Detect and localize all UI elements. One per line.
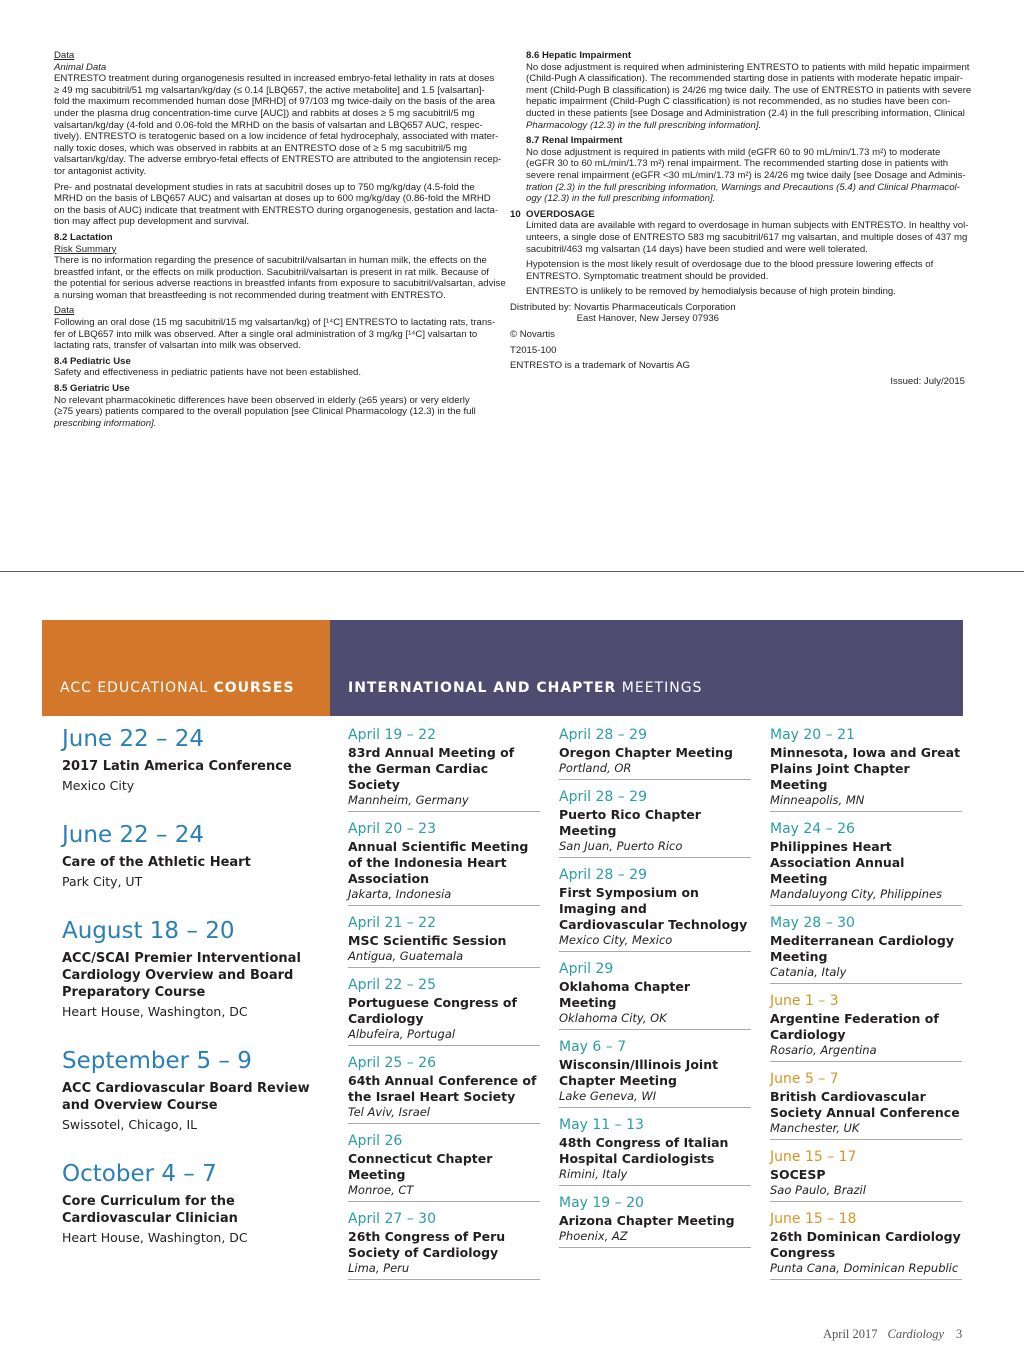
meeting-location: Antigua, Guatemala [348, 949, 464, 963]
pi-line [54, 340, 494, 352]
meeting-date: April 28 – 29 [559, 727, 647, 743]
pi-line [54, 356, 494, 368]
pi-line-text: Following an oral dose (15 mg sacubitril/15 mg valsartan/kg) of [¹⁴C] ENTRESTO to lactating rats, trans- [54, 317, 496, 329]
meeting-location: Sao Paulo, Brazil [770, 1183, 866, 1197]
pi-line [54, 329, 494, 341]
meeting-item [770, 914, 962, 984]
meeting-name: British Cardiovascular Society Annual Conference [770, 1089, 960, 1120]
pi-line [54, 85, 494, 97]
pi-line-text: ≥ 49 mg sacubitril/51 mg valsartan/kg/day (≤ 0.14 [LBQ657, the active metabolite] and 1.5 [valsartan]- [54, 84, 485, 96]
pi-line [54, 290, 494, 302]
pi-line-text: nally toxic doses, which was observed in rabbits at an ENTRESTO dose of ≥ 5 mg sacubitril/5 mg [54, 142, 468, 154]
meeting-name: 26th Dominican Cardiology Congress [770, 1229, 961, 1260]
meeting-item [770, 1210, 962, 1280]
meeting-date: June 15 – 18 [770, 1211, 857, 1227]
meeting-name: Wisconsin/Illinois Joint Chapter Meeting [559, 1057, 719, 1088]
meeting-location: Catania, Italy [770, 965, 847, 979]
meeting-item [770, 1070, 962, 1140]
meeting-name: Arizona Chapter Meeting [559, 1213, 735, 1228]
pi-line-text: (eGFR 30 to 60 mL/min/1.73 m²) renal impairment. The recommended starting dose in patients with [526, 158, 949, 170]
pi-line-text: the potential for serious adverse reactions in breastfed infants from exposure to sacubitril/valsartan, advise [54, 278, 506, 290]
meeting-name: Portuguese Congress of Cardiology [348, 995, 517, 1026]
meeting-item [770, 726, 962, 812]
meeting-date: April 22 – 25 [348, 977, 436, 993]
courses-header-title: ACC EDUCATIONAL COURSES [60, 680, 295, 696]
meeting-item [559, 1194, 751, 1248]
pi-line-text: ENTRESTO is a trademark of Novartis AG [510, 360, 691, 372]
pi-line [510, 73, 965, 85]
section-number: 10 [510, 208, 521, 220]
pi-line-text: No dose adjustment is required when administering ENTRESTO to patients with mild hepatic impairment [526, 61, 970, 73]
pi-line-text: hepatic impairment (Child-Pugh C classification) is not recommended, as no studies have been con- [526, 96, 951, 108]
course-name: ACC/SCAI Premier Interventional Cardiology Overview and Board Preparatory Course [62, 951, 301, 1000]
meeting-item [559, 960, 751, 1030]
meeting-date: April 28 – 29 [559, 867, 647, 883]
meeting-location: Mandaluyong City, Philippines [770, 887, 943, 901]
pi-line-text: ogy (12.3) in the full prescribing information]. [526, 193, 716, 205]
pi-line [510, 286, 965, 298]
course-item [42, 916, 330, 1020]
pi-line [54, 131, 499, 143]
pi-line-text: MRHD on the basis of LBQ657 AUC) and valsartan at doses up to 600 mg/kg/day (0.86-fold the MRHD [54, 193, 491, 205]
course-location: Mexico City [62, 778, 135, 793]
course-item [42, 724, 330, 794]
pi-line-text: ENTRESTO treatment during organogenesis resulted in increased embryo-fetal lethality in rats at doses [54, 73, 495, 85]
meeting-item [348, 914, 540, 968]
course-name: Care of the Athletic Heart [62, 855, 251, 870]
pi-line [510, 376, 965, 388]
pi-line-text: ENTRESTO is unlikely to be removed by hemodialysis because of high protein binding. [526, 286, 896, 298]
pi-line [54, 204, 499, 217]
page-number: 3 [956, 1327, 963, 1341]
pi-line [510, 50, 965, 62]
pi-line-text: Pre- and postnatal development studies in rats at sacubitril doses up to 750 mg/kg/day (4.5-fold the [54, 181, 475, 193]
meeting-name: SOCESP [770, 1167, 826, 1182]
meeting-name: 83rd Annual Meeting of the German Cardiac Society [348, 745, 515, 792]
pi-line-text: a nursing woman that breastfeeding is not recommended during treatment with ENTRESTO. [54, 289, 446, 301]
meeting-name: Oregon Chapter Meeting [559, 745, 733, 760]
meeting-date: April 25 – 26 [348, 1055, 436, 1071]
meeting-name: First Symposium on Imaging and Cardiovascular Technology [559, 885, 748, 932]
pi-line-text: tively). ENTRESTO is teratogenic based on a low incidence of fetal hydrocephaly, associated with mater- [54, 131, 499, 143]
meeting-item [559, 1038, 751, 1108]
meeting-date: April 29 [559, 961, 614, 977]
pi-line-text: OVERDOSAGE [526, 208, 595, 220]
meeting-item [348, 1210, 540, 1280]
pi-line-text: tion may affect pup development and survival. [54, 216, 250, 228]
pi-line-text: (≥75 years) patients compared to the overall population [see Clinical Pharmacology (12.3) in the full [54, 406, 476, 418]
pi-line [510, 120, 965, 132]
pi-line-text: T2015-100 [510, 344, 557, 356]
meeting-item [348, 1054, 540, 1124]
meeting-item [559, 866, 751, 952]
pi-line [510, 193, 965, 205]
meeting-name: 48th Congress of Italian Hospital Cardiologists [559, 1135, 729, 1166]
pi-line [54, 120, 494, 132]
meeting-location: San Juan, Puerto Rico [559, 839, 683, 853]
pi-line-text: No relevant pharmacokinetic differences have been observed in elderly (≥65 years) or very elderly [54, 394, 470, 406]
prescribing-info-right-column [510, 50, 972, 387]
pi-line [510, 108, 965, 120]
pi-line-text: on the basis of AUC) indicate that treatment with ENTRESTO during organogenesis, gestation and lacta- [54, 204, 499, 216]
pi-line [510, 244, 965, 256]
pi-line-text: ducted in these patients [see Dosage and Administration (2.4) in the full prescribing information, Clinical [526, 107, 965, 119]
pi-line-text: 8.7 Renal Impairment [526, 135, 623, 147]
course-item [42, 1159, 330, 1246]
pi-line [54, 62, 494, 74]
pi-line-text: valsartan/kg/day. The adverse embryo-fetal effects of ENTRESTO are attributed to the angiotensin recep- [54, 154, 502, 166]
pi-line-text: ment (Child-Pugh B classification) is 24/26 mg twice daily. The use of ENTRESTO in patients with severe [526, 84, 972, 96]
pi-line-text: ENTRESTO. Symptomatic treatment should be provided. [526, 270, 769, 282]
meetings-header-band [330, 620, 963, 716]
pi-line [510, 170, 965, 182]
meeting-name: 64th Annual Conference of the Israel Heart Society [348, 1073, 537, 1104]
pi-line [510, 61, 970, 74]
meeting-date: April 27 – 30 [348, 1211, 436, 1227]
meeting-date: June 5 – 7 [770, 1071, 839, 1087]
pi-line-text: Issued: July/2015 [890, 375, 965, 387]
pi-line [54, 50, 494, 62]
pi-line-text: tration (2.3) in the full prescribing information, Warnings and Precautions (5.4) and Clinical Pharmacol- [526, 181, 960, 193]
meeting-date: May 24 – 26 [770, 821, 855, 837]
pi-line [54, 317, 494, 329]
course-date: October 4 – 7 [62, 1161, 217, 1187]
course-item [42, 1046, 330, 1133]
pi-line-text: sacubitril/463 mg valsartan (14 days) have been studied and were well tolerated. [526, 243, 868, 255]
course-location: Park City, UT [62, 874, 143, 889]
meeting-location: Monroe, CT [348, 1183, 414, 1197]
pi-line-text: There is no information regarding the presence of sacubitril/valsartan in human milk, the effects on the [54, 255, 487, 267]
pi-line-text: fold the maximum recommended human dose [MRHD] of 97/103 mg twice-daily on the basis of the area [54, 96, 495, 108]
pi-line-text: unteers, a single dose of ENTRESTO 583 mg sacubitril/617 mg valsartan, and multiple doses of 437 mg [526, 231, 968, 243]
pi-line-text: 8.5 Geriatric Use [54, 383, 130, 395]
pi-line [54, 182, 494, 194]
meeting-item [559, 726, 751, 780]
meeting-item [770, 820, 962, 906]
course-date: August 18 – 20 [62, 918, 235, 944]
pi-line-text: severe renal impairment (eGFR <30 mL/min/1.73 m²) is 24/26 mg twice daily [see Dosage and Adminis- [526, 169, 966, 181]
pi-line [510, 220, 969, 232]
pi-line-text: tor antagonist activity. [54, 165, 147, 177]
meeting-date: May 19 – 20 [559, 1195, 644, 1211]
section-divider [0, 571, 1024, 572]
meeting-name: Oklahoma Chapter Meeting [559, 979, 691, 1010]
pi-line [510, 259, 965, 271]
meeting-item [559, 1116, 751, 1186]
pi-line [510, 345, 965, 357]
meeting-date: May 20 – 21 [770, 727, 855, 743]
meeting-item [348, 726, 540, 812]
pi-line-text: East Hanover, New Jersey 07936 [510, 313, 720, 325]
courses-header-band [42, 620, 330, 716]
pi-line-text: Pharmacology (12.3) in the full prescribing information]. [526, 119, 762, 131]
pi-line-text: No dose adjustment is required in patients with mild (eGFR 60 to 90 mL/min/1.73 m²) to moderate [526, 146, 941, 158]
pi-line [54, 278, 506, 290]
pi-line [510, 147, 965, 159]
pi-line-text: Data [54, 50, 75, 61]
pi-line [510, 302, 965, 314]
meeting-name: Mediterranean Cardiology Meeting [770, 933, 954, 964]
meetings-column-1 [348, 726, 540, 1280]
footer-issue: April 2017 [823, 1327, 878, 1341]
meeting-date: April 28 – 29 [559, 789, 647, 805]
course-name: ACC Cardiovascular Board Review and Overview Course [62, 1081, 310, 1113]
meetings-column-3 [770, 726, 962, 1280]
meeting-item [559, 788, 751, 858]
pi-line-text: prescribing information]. [54, 417, 157, 429]
pi-line [510, 231, 968, 244]
meeting-location: Albufeira, Portugal [348, 1027, 456, 1041]
pi-line [510, 84, 972, 97]
meeting-location: Phoenix, AZ [559, 1229, 628, 1243]
pi-line-text: Safety and effectiveness in pediatric patients have not been established. [54, 367, 362, 379]
pi-line [54, 216, 494, 228]
pi-line [54, 73, 494, 85]
course-date: June 22 – 24 [62, 822, 205, 848]
meeting-name: Connecticut Chapter Meeting [348, 1151, 493, 1182]
meeting-location: Minneapolis, MN [770, 793, 865, 807]
prescribing-info-left-column [54, 50, 506, 429]
pi-line-text: Animal Data [54, 61, 107, 73]
meeting-date: June 1 – 3 [770, 993, 839, 1009]
pi-line-text: under the plasma drug concentration-time curve [AUC]) and rabbits at doses ≥ 5 mg sacubitril/5 mg [54, 107, 475, 119]
pi-line [54, 367, 494, 379]
meeting-location: Punta Cana, Dominican Republic [770, 1261, 959, 1275]
pi-line-text: Distributed by: Novartis Pharmaceuticals Corporation [510, 301, 736, 313]
pi-line [54, 406, 494, 418]
course-date: September 5 – 9 [62, 1048, 252, 1074]
meeting-item [770, 992, 962, 1062]
pi-line-text: Limited data are available with regard to overdosage in human subjects with ENTRESTO. In healthy vol- [526, 220, 969, 232]
course-item [42, 820, 330, 890]
pi-line [54, 166, 494, 178]
meeting-location: Jakarta, Indonesia [348, 887, 452, 901]
meetings-column-2 [559, 726, 751, 1248]
pi-line [54, 143, 494, 155]
pi-line [510, 182, 965, 194]
meeting-item [348, 976, 540, 1046]
meeting-date: June 15 – 17 [770, 1149, 857, 1165]
pi-line [510, 313, 965, 325]
footer-magazine: Cardiology [887, 1327, 944, 1341]
pi-line [54, 193, 494, 205]
meeting-location: Portland, OR [559, 761, 632, 775]
meeting-location: Lake Geneva, WI [559, 1089, 657, 1103]
pi-line [510, 360, 965, 372]
pi-line [54, 244, 494, 256]
pi-line-text: Risk Summary [54, 243, 117, 255]
meeting-date: May 28 – 30 [770, 915, 855, 931]
course-location: Heart House, Washington, DC [62, 1230, 248, 1245]
pi-line [54, 232, 494, 244]
pi-line-text: valsartan/kg/day (4-fold and 0.06-fold the MRHD on the basis of valsartan and LBQ657 AUC, respec- [54, 119, 483, 131]
pi-line [54, 267, 494, 279]
meeting-location: Mannheim, Germany [348, 793, 469, 807]
pi-line [54, 255, 494, 267]
page-footer [823, 1327, 962, 1342]
meeting-item [348, 820, 540, 906]
meeting-name: 26th Congress of Peru Society of Cardiology [348, 1229, 506, 1260]
courses-list [42, 724, 330, 1272]
meeting-date: April 19 – 22 [348, 727, 436, 743]
meeting-name: Minnesota, Iowa and Great Plains Joint Chapter Meeting [770, 745, 961, 792]
meeting-name: Annual Scientific Meeting of the Indonesia Heart Association [348, 839, 529, 886]
pi-line [510, 271, 965, 283]
pi-line-text: 8.4 Pediatric Use [54, 355, 131, 367]
pi-line [54, 305, 494, 317]
pi-line [54, 154, 502, 166]
pi-line [54, 108, 494, 120]
meeting-location: Oklahoma City, OK [559, 1011, 667, 1025]
meeting-date: April 26 [348, 1133, 403, 1149]
pi-line [54, 418, 494, 430]
course-location: Heart House, Washington, DC [62, 1004, 248, 1019]
pi-line-text: 8.2 Lactation [54, 231, 113, 243]
meeting-location: Manchester, UK [770, 1121, 860, 1135]
pi-line-text: Data [54, 305, 75, 317]
meeting-location: Rosario, Argentina [770, 1043, 877, 1057]
meeting-name: Philippines Heart Association Annual Meeting [770, 839, 905, 886]
pi-line [54, 383, 494, 395]
meeting-date: May 6 – 7 [559, 1039, 627, 1055]
meeting-name: Puerto Rico Chapter Meeting [559, 807, 701, 838]
course-date: June 22 – 24 [62, 726, 205, 752]
pi-line [510, 135, 965, 147]
meeting-name: MSC Scientific Session [348, 933, 507, 948]
pi-line-text: breastfed infant, or the effects on milk production. Sacubitril/valsartan is present in rat milk. Because of [54, 266, 489, 278]
meeting-location: Rimini, Italy [559, 1167, 628, 1181]
pi-line-text: 8.6 Hepatic Impairment [526, 50, 632, 61]
meeting-date: April 21 – 22 [348, 915, 436, 931]
pi-line [510, 329, 965, 341]
course-name: Core Curriculum for the Cardiovascular Clinician [62, 1194, 238, 1226]
course-name: 2017 Latin America Conference [62, 759, 292, 774]
pi-line [510, 158, 965, 170]
pi-line [54, 96, 494, 108]
meeting-location: Mexico City, Mexico [559, 933, 673, 947]
pi-line-text: Hypotension is the most likely result of overdosage due to the blood pressure lowering effects of [526, 259, 934, 271]
meeting-name: Argentine Federation of Cardiology [770, 1011, 939, 1042]
meeting-date: May 11 – 13 [559, 1117, 644, 1133]
meetings-header-title: INTERNATIONAL AND CHAPTER MEETINGS [348, 680, 703, 696]
meeting-item [770, 1148, 962, 1202]
meeting-location: Lima, Peru [348, 1261, 410, 1275]
pi-line-text: fer of LBQ657 into milk was observed. After a single oral administration of 3 mg/kg [¹⁴C] valsartan to [54, 328, 478, 340]
pi-line-text: lactating rats, transfer of valsartan into milk was observed. [54, 340, 301, 352]
pi-line [510, 209, 965, 221]
pi-line-text: © Novartis [510, 329, 555, 341]
pi-line-text: (Child-Pugh A classification). The recommended starting dose in patients with moderate hepatic impair- [526, 73, 964, 85]
course-location: Swissotel, Chicago, IL [62, 1117, 198, 1132]
meeting-date: April 20 – 23 [348, 821, 436, 837]
meeting-location: Tel Aviv, Israel [348, 1105, 431, 1119]
pi-line [54, 395, 494, 407]
meeting-item [348, 1132, 540, 1202]
pi-line [510, 96, 965, 108]
